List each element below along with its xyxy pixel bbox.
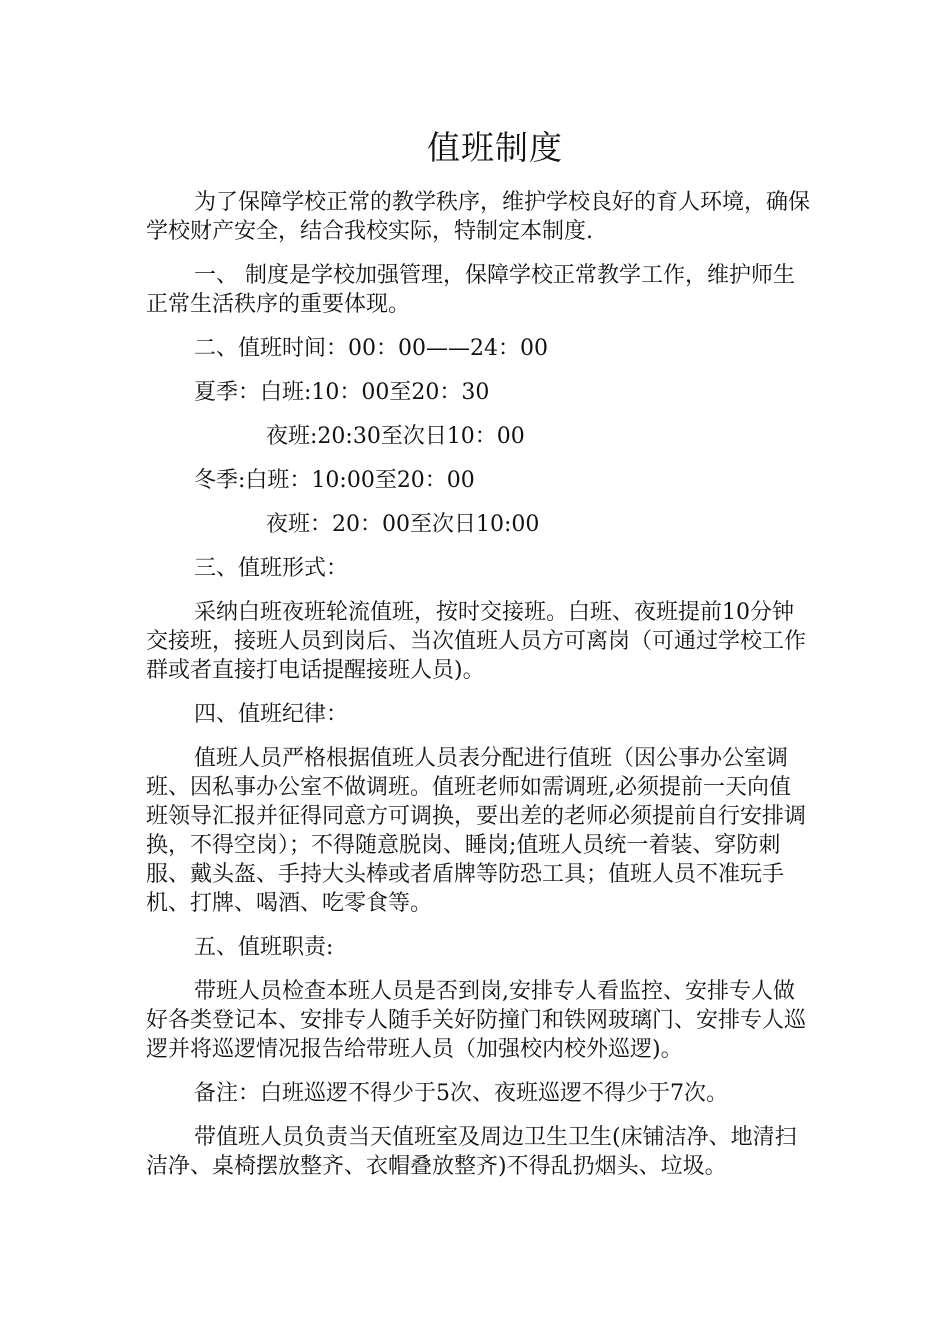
- paragraph-section-1: 一、 制度是学校加强管理，保障学校正常教学工作，维护师生正常生活秩序的重要体现。: [146, 263, 795, 317]
- paragraph-hygiene: 带值班人员负责当天值班室及周边卫生卫生(床铺洁净、地清扫洁净、桌椅摆放整齐、衣帽叠放整齐)不得乱扔烟头、垃圾。: [146, 1125, 797, 1179]
- paragraph-winter-day-shift: 冬季:白班：10:00至20：00: [194, 468, 475, 493]
- paragraph-section-3-heading: 三、值班形式：: [194, 556, 349, 581]
- paragraph-note: 备注：白班巡逻不得少于5次、夜班巡逻不得少于7次。: [194, 1081, 728, 1106]
- paragraph-duty-responsibilities: 带班人员检查本班人员是否到岗,安排专人看监控、安排专人做好各类登记本、安排专人随手关好防撞门和铁网玻璃门、安排专人巡逻并将巡逻情况报告给带班人员（加强校内校外巡逻)。: [146, 979, 807, 1062]
- paragraph-section-4-heading: 四、值班纪律：: [194, 702, 349, 727]
- paragraph-intro: 为了保障学校正常的教学秩序，维护学校良好的育人环境，确保学校财产安全，结合我校实际，特制定本制度.: [146, 190, 811, 244]
- paragraph-section-5-heading: 五、值班职责:: [194, 935, 334, 960]
- paragraph-winter-night-shift: 夜班：20：00至次日10:00: [266, 512, 540, 537]
- paragraph-duty-discipline: 值班人员严格根据值班人员表分配进行值班（因公事办公室调班、因私事办公室不做调班。值班老师如需调班,必须提前一天向值班领导汇报并征得同意方可调换，要出差的老师必须提前自行安排调换，不得空岗）；不得随意脱岗、睡岗;值班人员统一着装、穿防刺服、戴头盔、手持大头棒或者盾牌等防恐工具；值班人员不准玩手机、打牌、喝酒、吃零食等。: [146, 746, 807, 916]
- paragraph-duty-time: 二、值班时间：00：00——24：00: [194, 336, 548, 361]
- document-title: 值班制度: [427, 128, 563, 167]
- paragraph-summer-day-shift: 夏季：白班:10：00至20：30: [194, 380, 490, 405]
- paragraph-summer-night-shift: 夜班:20:30至次日10：00: [266, 424, 525, 449]
- paragraph-duty-form: 采纳白班夜班轮流值班，按时交接班。白班、夜班提前10分钟交接班，接班人员到岗后、当次值班人员方可离岗（可通过学校工作群或者直接打电话提醒接班人员)。: [146, 600, 807, 683]
- document-body: [146, 188, 810, 1196]
